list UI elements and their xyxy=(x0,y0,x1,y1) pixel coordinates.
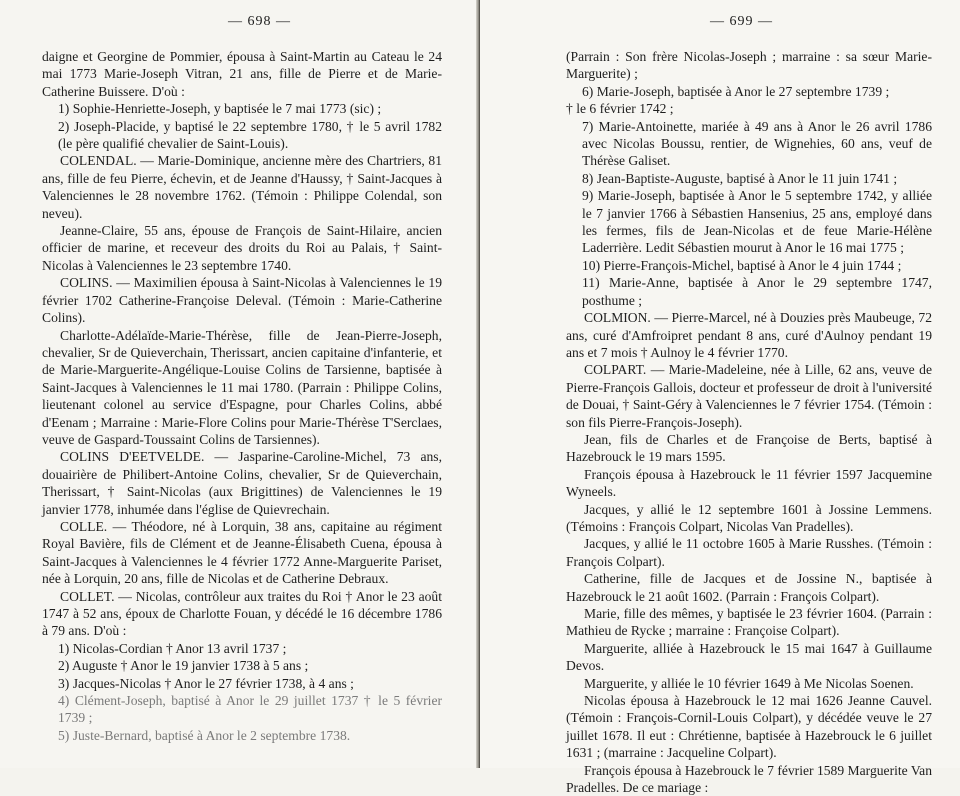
paragraph: COLMION. — Pierre-Marcel, né à Douzies près Maubeuge, 72 ans, curé d'Amfroipret pendant 8 ans, curé d'Aulnoy pendant 19 ans et 7 mois † Aulnoy le 4 février 1770. xyxy=(566,310,932,360)
paragraph: Jeanne-Claire, 55 ans, épouse de François de Saint-Hilaire, ancien officier de marine, et receveur des droits du Roi au Palais, † Saint-Nicolas à Valenciennes le 23 septembre 1740. xyxy=(42,223,442,273)
paragraph: Marie, fille des mêmes, y baptisée le 23 février 1604. (Parrain : Mathieu de Rycke ; marraine : Françoise Colpart). xyxy=(566,606,932,639)
page-number: — 698 — xyxy=(228,14,291,29)
list-item: 2) Auguste † Anor le 19 janvier 1738 à 5 ans ; xyxy=(58,658,309,674)
page-number: — 699 — xyxy=(710,14,773,29)
left-page xyxy=(0,0,476,768)
list-item: 8) Jean-Baptiste-Auguste, baptisé à Anor le 11 juin 1741 ; xyxy=(582,170,898,186)
paragraph: (Parrain : Son frère Nicolas-Joseph ; marraine : sa sœur Marie-Marguerite) ; xyxy=(566,49,932,82)
list-item: 5) Juste-Bernard, baptisé à Anor le 2 septembre 1738. xyxy=(58,727,351,743)
list-item: 9) Marie-Joseph, baptisée à Anor le 5 septembre 1742, y alliée le 7 janvier 1766 à Sébastien Hansenius, 25 ans, employé dans les fermes, fils de Jean-Nicolas et de feue Marie-Hélène Laderrière. Ledit Sébastien mourut à Anor le 16 mai 1775 ; xyxy=(582,188,932,256)
paragraph: † le 6 février 1742 ; xyxy=(566,101,674,117)
list-item: 1) Sophie-Henriette-Joseph, y baptisée le 7 mai 1773 (sic) ; xyxy=(58,101,382,117)
paragraph: COLLET. — Nicolas, contrôleur aux traites du Roi † Anor le 23 août 1747 à 52 ans, époux de Charlotte Fouan, y décédé le 16 décembre 1786 à 79 ans. D'où : xyxy=(42,588,442,639)
right-page xyxy=(480,0,960,796)
paragraph: Jacques, y allié le 11 octobre 1605 à Marie Russhes. (Témoin : François Colpart). xyxy=(566,536,932,569)
paragraph: Jacques, y allié le 12 septembre 1601 à Jossine Lemmens. (Témoins : François Colpart, Nicolas Van Pradelles). xyxy=(566,501,932,534)
list-item: 7) Marie-Antoinette, mariée à 49 ans à Anor le 26 avril 1786 avec Nicolas Boussu, rentier, de Wignehies, 60 ans, veuf de Thérèse Galiset. xyxy=(582,118,932,169)
paragraph: COLLE. — Théodore, né à Lorquin, 38 ans, capitaine au régiment Royal Bavière, fils de Clément et de Jeanne-Élisabeth Cuena, épousa à Saint-Jacques à Valenciennes le 4 février 1772 Anne-Marguerite Pariset, née à Lorquin, 20 ans, fille de Nicolas et de Catherine Debraux. xyxy=(42,518,442,587)
paragraph: Catherine, fille de Jacques et de Jossine N., baptisée à Hazebrouck le 21 août 1602. (Parrain : François Colpart). xyxy=(566,571,932,604)
list-item: 1) Nicolas-Cordian † Anor 13 avril 1737 ; xyxy=(58,640,287,656)
list-item: 3) Jacques-Nicolas † Anor le 27 février 1738, à 4 ans ; xyxy=(58,675,354,691)
paragraph: COLENDAL. — Marie-Dominique, ancienne mère des Chartriers, 81 ans, fille de feu Pierre, échevin, et de Jeanne d'Haussy, † Saint-Jacques à Valenciennes le 28 novembre 1762. (Témoin : Philippe Colendal, son neveu). xyxy=(42,153,442,221)
list-item: 11) Marie-Anne, baptisée à Anor le 29 septembre 1747, posthume ; xyxy=(582,275,932,308)
list-item: 10) Pierre-François-Michel, baptisé à Anor le 4 juin 1744 ; xyxy=(582,257,902,273)
paragraph: Nicolas épousa à Hazebrouck le 12 mai 1626 Jeanne Cauvel. (Témoin : François-Cornil-Louis Colpart), y décédée veuve le 27 juillet 1678. Il eut : Chrétienne, baptisée à Hazebrouck le 6 juillet 1631 ; (marraine : Jacqueline Colpart). xyxy=(566,693,932,761)
paragraph: Marguerite, alliée à Hazebrouck le 15 mai 1647 à Guillaume Devos. xyxy=(566,640,932,674)
paragraph: daigne et Georgine de Pommier, épousa à Saint-Martin au Cateau le 24 mai 1773 Marie-Joseph Vitran, 21 ans, fille de Pierre et de Marie-Catherine Buissere. D'où : xyxy=(42,49,442,99)
list-item: 6) Marie-Joseph, baptisée à Anor le 27 septembre 1739 ; xyxy=(582,83,890,99)
page-text xyxy=(42,48,442,744)
list-item: 4) Clément-Joseph, baptisé à Anor le 29 juillet 1737 † le 5 février 1739 ; xyxy=(58,693,442,726)
paragraph: François épousa à Hazebrouck le 7 février 1589 Marguerite Van Pradelles. De ce mariage : xyxy=(566,762,932,796)
paragraph: Charlotte-Adélaïde-Marie-Thérèse, fille de Jean-Pierre-Joseph, chevalier, Sr de Quieverchain, Therissart, ancien capitaine d'infanterie, et de Marie-Marguerite-Angélique-Louise Colins de Tarsienne, baptisée à Saint-Jacques à Valenciennes le 11 mai 1780. (Parrain : Philippe Colins, lieutenant colonel au service d'Espagne, pour Charles Colins, abbé d'Eenam ; Marraine : Marie-Flore Colins pour Marie-Thérèse T'Serclaes, veuve de Gaspard-Toussaint Colins de Tarsiennes). xyxy=(42,327,442,447)
paragraph: Jean, fils de Charles et de Françoise de Berts, baptisé à Hazebrouck le 19 mars 1595. xyxy=(566,431,932,465)
page-text xyxy=(566,48,932,796)
paragraph: François épousa à Hazebrouck le 11 février 1597 Jacquemine Wyneels. xyxy=(566,466,932,500)
paragraph: Marguerite, y alliée le 10 février 1649 à Me Nicolas Soenen. xyxy=(584,675,914,691)
paragraph: COLINS. — Maximilien épousa à Saint-Nicolas à Valenciennes le 19 février 1702 Catherine-Françoise Deleval. (Témoin : Marie-Catherine Colins). xyxy=(42,275,442,326)
paragraph: COLINS D'EETVELDE. — Jasparine-Caroline-Michel, 73 ans, douairière de Philibert-Antoine Colins, chevalier, Sr de Quieverchain, Therissart, † Saint-Nicolas (aux Brigittines) de Valenciennes le 19 janvier 1778, inhumée dans l'église de Quievrechain. xyxy=(42,449,442,517)
list-item: 2) Joseph-Placide, y baptisé le 22 septembre 1780, † le 5 avril 1782 (le père qualifié chevalier de Saint-Louis). xyxy=(58,118,442,152)
paragraph: COLPART. — Marie-Madeleine, née à Lille, 62 ans, veuve de Pierre-François Gallois, docteur et professeur de droit à l'université de Douai, † Saint-Géry à Valenciennes le 7 février 1754. (Témoin : son fils Pierre-François-Joseph). xyxy=(566,362,932,430)
